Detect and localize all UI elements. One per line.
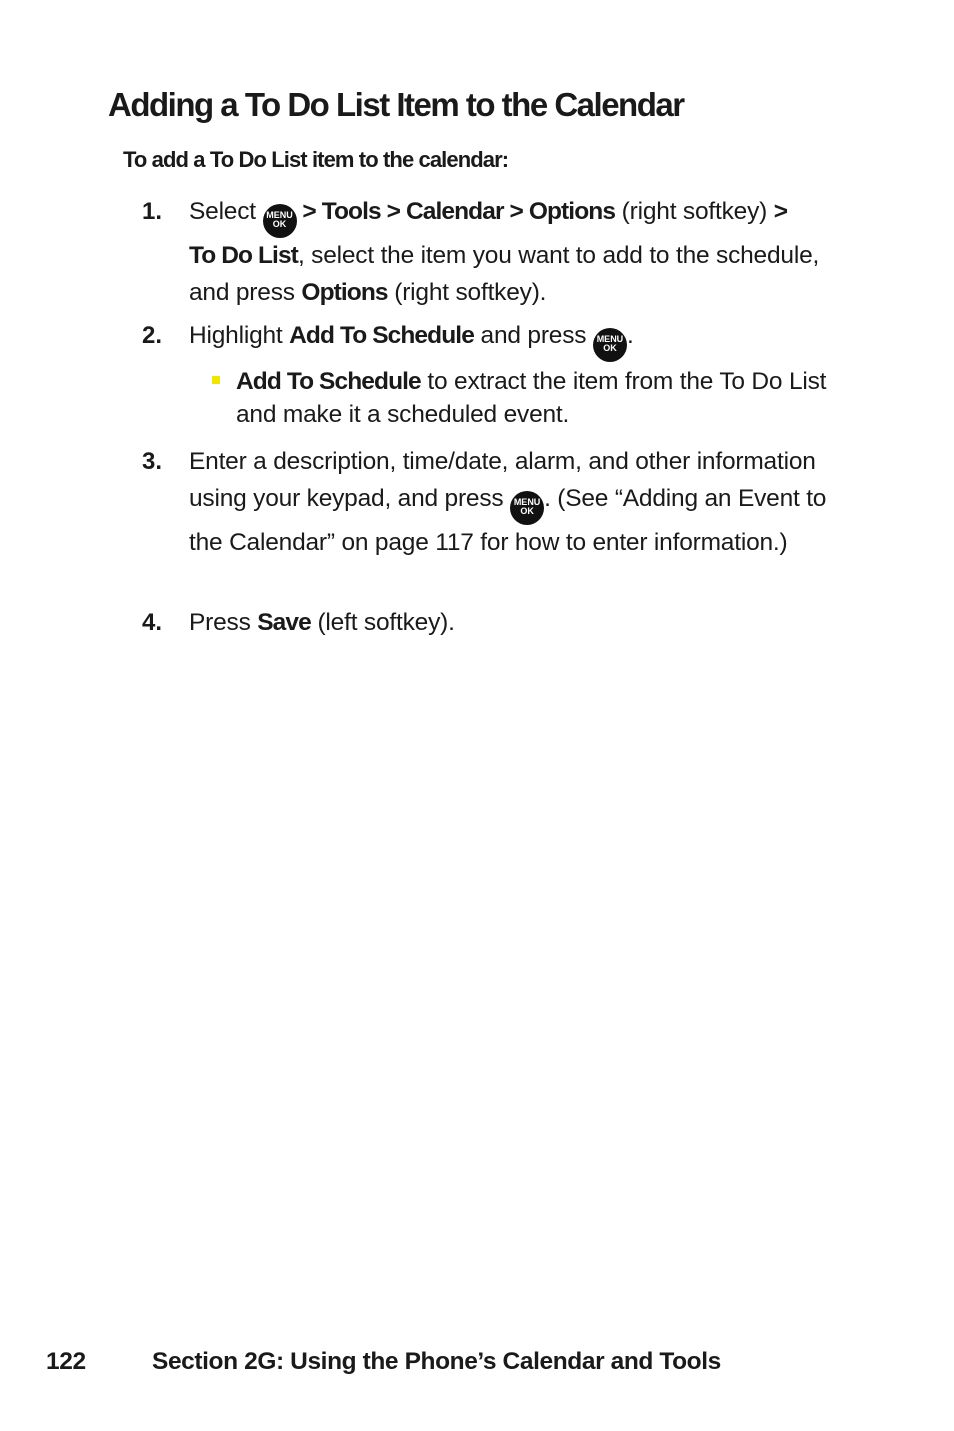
intro-heading: To add a To Do List item to the calendar: — [123, 147, 509, 172]
menu-ok-icon: MENU OK — [593, 328, 627, 362]
page-number: 122 — [46, 1348, 86, 1375]
page-footer — [46, 1348, 721, 1376]
bullet-square-icon — [212, 376, 220, 384]
menu-ok-icon: MENU OK — [510, 491, 544, 525]
step-text: Highlight Add To Schedule and press MENU OK . — [189, 318, 854, 362]
step-text: Enter a description, time/date, alarm, and other information using your keypad, and press MENU OK . (See “Adding an Event to the Calendar” on page 117 for how to enter information.) — [189, 448, 827, 556]
step-number: 2. — [142, 322, 163, 349]
step-number: 4. — [142, 609, 163, 636]
step-number: 3. — [142, 448, 163, 475]
step-number: 1. — [142, 198, 163, 225]
menu-ok-icon: MENU OK — [263, 204, 297, 238]
step-text: Select MENU OK > Tools > Calendar > Options (right softkey) > To Do List, select the item you want to add to the schedule, and press Options (right softkey). — [189, 198, 820, 306]
page-title: Adding a To Do List Item to the Calendar — [108, 86, 684, 123]
bullet-text: Add To Schedule to extract the item from the To Do List and make it a scheduled event. — [236, 368, 827, 428]
step-text: Press Save (left softkey). — [189, 609, 455, 636]
section-title: Section 2G: Using the Phone’s Calendar and Tools — [152, 1348, 721, 1375]
